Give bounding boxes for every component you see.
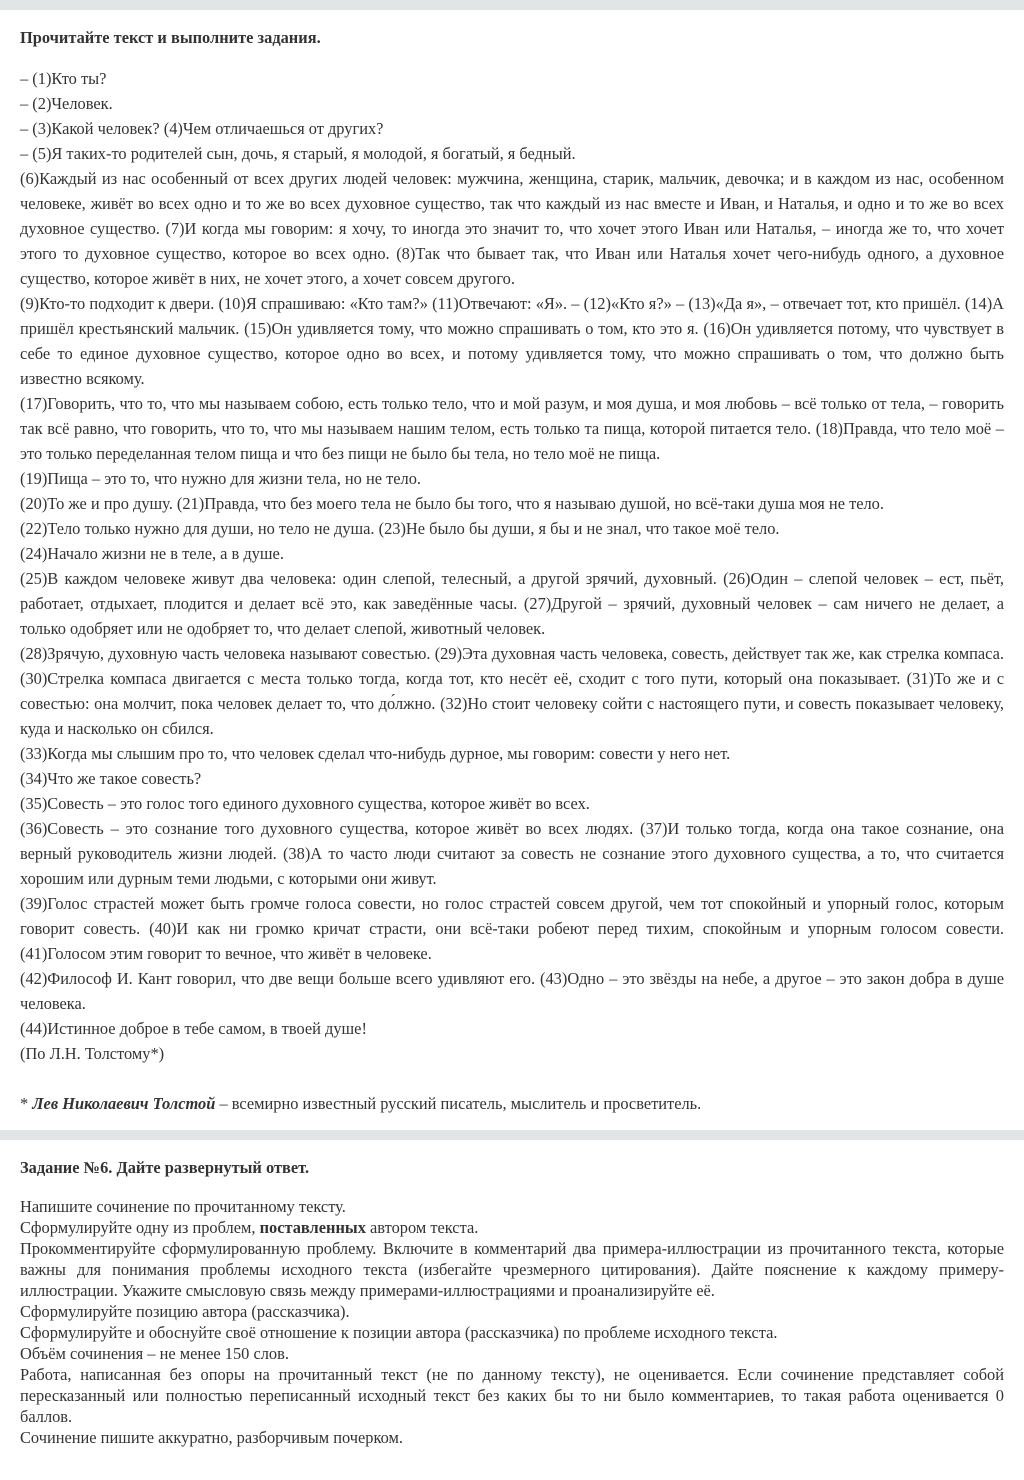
text-paragraph-34: (34)Что же такое совесть? <box>20 769 202 788</box>
text-paragraph-17: (17)Говорить, что то, что мы называем собою, есть только тело, что и мой разум, и моя душа, и моя любовь – всё только от тела, – говорить так всё равно, что говорить, что то, что мы называем нашим телом, есть только та пища, которой питается тело. (18)Правда, что тело моё – это только переделанная телом пища и что без пищи не было бы тела, но тело моё не пища. <box>20 394 1004 463</box>
text-paragraph-28: (28)Зрячую, духовную часть человека называют совестью. (29)Эта духовная часть человека, совесть, действует так же, как стрелка компаса. (30)Стрелка компаса двигается с места только тогда, когда тот, кто несёт её, сходит с того пути, который она показывает. (31)То же и с совестью: она молчит, пока человек делает то, что до́лжно. (32)Но стоит человеку сойти с настоящего пути, и совесть показывает человеку, куда и насколько он сбился. <box>20 644 1004 738</box>
reading-text <box>20 66 1004 1066</box>
text-paragraph-6: (6)Каждый из нас особенный от всех других людей человек: мужчина, женщина, старик, мальчик, девочка; и в каждом из нас, особенном человеке, живёт во всех одно и то же во всех духовное существо, так что каждый из нас вместе и Иван, и Наталья, и одно и то же во всех духовное существо. (7)И когда мы говорим: я хочу, то иногда это значит то, что хочет этого Иван или Наталья, – иногда же то, что хочет этого то духовное существо, которое во всех одно. (8)Так что бывает так, что Иван или Наталья хочет чего-нибудь одного, а духовное существо, которое живёт в них, не хочет этого, а хочет совсем другого. <box>20 169 1004 288</box>
text-attribution: (По Л.Н. Толстому*) <box>20 1044 165 1063</box>
task-section <box>0 1140 1024 1448</box>
task-line-5: Сформулируйте и обоснуйте своё отношение к позиции автора (рассказчика) по проблеме исходного текста. <box>20 1323 778 1342</box>
text-paragraph-44: (44)Истинное доброе в тебе самом, в твоей душе! <box>20 1019 367 1038</box>
text-paragraph-33: (33)Когда мы слышим про то, что человек сделал что-нибудь дурное, мы говорим: совести у него нет. <box>20 744 731 763</box>
text-line-4: – (5)Я таких-то родителей сын, дочь, я старый, я молодой, я богатый, я бедный. <box>20 144 576 163</box>
task-line-8: Сочинение пишите аккуратно, разборчивым почерком. <box>20 1428 403 1447</box>
footnote-author-name: Лев Николаевич Толстой <box>32 1094 216 1113</box>
text-line-2: – (2)Человек. <box>20 94 113 113</box>
task-heading: Задание №6. Дайте развернутый ответ. <box>20 1158 310 1177</box>
top-band <box>0 0 1024 10</box>
task-line-1: Напишите сочинение по прочитанному тексту. <box>20 1197 346 1216</box>
text-paragraph-25: (25)В каждом человеке живут два человека: один слепой, телесный, а другой зрячий, духовный. (26)Один – слепой человек – ест, пьёт, работает, отдыхает, плодится и делает всё это, как заведённые часы. (27)Другой – зрячий, духовный человек – сам ничего не делает, а только одобряет или не одобряет то, что делает слепой, животный человек. <box>20 569 1004 638</box>
reading-heading: Прочитайте текст и выполните задания. <box>20 28 321 47</box>
task-line-7: Работа, написанная без опоры на прочитанный текст (не по данному тексту), не оценивается. Если сочинение представляет собой пересказанный или полностью переписанный исходный текст без каких бы то ни было комментариев, то такая работа оценивается 0 баллов. <box>20 1365 1004 1426</box>
text-paragraph-9: (9)Кто-то подходит к двери. (10)Я спрашиваю: «Кто там?» (11)Отвечают: «Я». – (12)«Кто я?» – (13)«Да я», – отвечает тот, кто пришёл. (14)А пришёл крестьянский мальчик. (15)Он удивляется тому, что можно спрашивать о том, кто это я. (16)Он удивляется потому, что чувствует в себе то единое духовное существо, которое одно во всех, и потому удивляется тому, что можно спрашивать о том, что должно быть известно всякому. <box>20 294 1004 388</box>
task-line-2-end: автором текста. <box>365 1218 479 1237</box>
task-line-2-bold: поставленных <box>259 1218 366 1237</box>
task-line-6: Объём сочинения – не менее 150 слов. <box>20 1344 289 1363</box>
task-line-2-start: Сформулируйте одну из проблем, <box>20 1218 260 1237</box>
footnote-text: – всемирно известный русский писатель, мыслитель и просветитель. <box>215 1094 702 1113</box>
text-paragraph-20: (20)То же и про душу. (21)Правда, что без моего тела не было бы того, что я называю душой, но всё-таки душа моя не тело. <box>20 494 884 513</box>
text-paragraph-19: (19)Пища – это то, что нужно для жизни тела, но не тело. <box>20 469 422 488</box>
footnote <box>20 1091 1004 1116</box>
reading-section <box>0 10 1024 1130</box>
task-line-2 <box>20 1217 1004 1238</box>
text-line-1: – (1)Кто ты? <box>20 69 107 88</box>
task-line-3: Прокомментируйте сформулированную проблему. Включите в комментарий два примера-иллюстрации из прочитанного текста, которые важны для понимания проблемы исходного текста (избегайте чрезмерного цитирования). Дайте пояснение к каждому примеру-иллюстрации. Укажите смысловую связь между примерами-иллюстрациями и проанализируйте её. <box>20 1239 1004 1300</box>
text-paragraph-42: (42)Философ И. Кант говорил, что две вещи больше всего удивляют его. (43)Одно – это звёзды на небе, а другое – это закон добра в душе человека. <box>20 969 1004 1013</box>
text-paragraph-35: (35)Совесть – это голос того единого духовного существа, которое живёт во всех. <box>20 794 590 813</box>
task-line-4: Сформулируйте позицию автора (рассказчика). <box>20 1302 350 1321</box>
section-divider-band <box>0 1130 1024 1140</box>
text-paragraph-36: (36)Совесть – это сознание того духовного существа, которое живёт во всех людях. (37)И только тогда, когда она такое сознание, она верный руководитель жизни людей. (38)А то часто люди считают за совесть не сознание этого духовного существа, а то, что считается хорошим или дурным теми людьми, с которыми они живут. <box>20 819 1004 888</box>
text-paragraph-22: (22)Тело только нужно для души, но тело не душа. (23)Не было бы души, я бы и не знал, что такое моё тело. <box>20 519 780 538</box>
footnote-marker: * <box>20 1094 33 1113</box>
text-paragraph-24: (24)Начало жизни не в теле, а в душе. <box>20 544 284 563</box>
text-paragraph-39: (39)Голос страстей может быть громче голоса совести, но голос страстей совсем другой, чем тот спокойный и упорный голос, которым говорит совесть. (40)И как ни громко кричат страсти, они всё-таки робеют перед тихим, спокойным и упорным голосом совести. (41)Голосом этим говорит то вечное, что живёт в человеке. <box>20 894 1004 963</box>
text-line-3: – (3)Какой человек? (4)Чем отличаешься от других? <box>20 119 384 138</box>
